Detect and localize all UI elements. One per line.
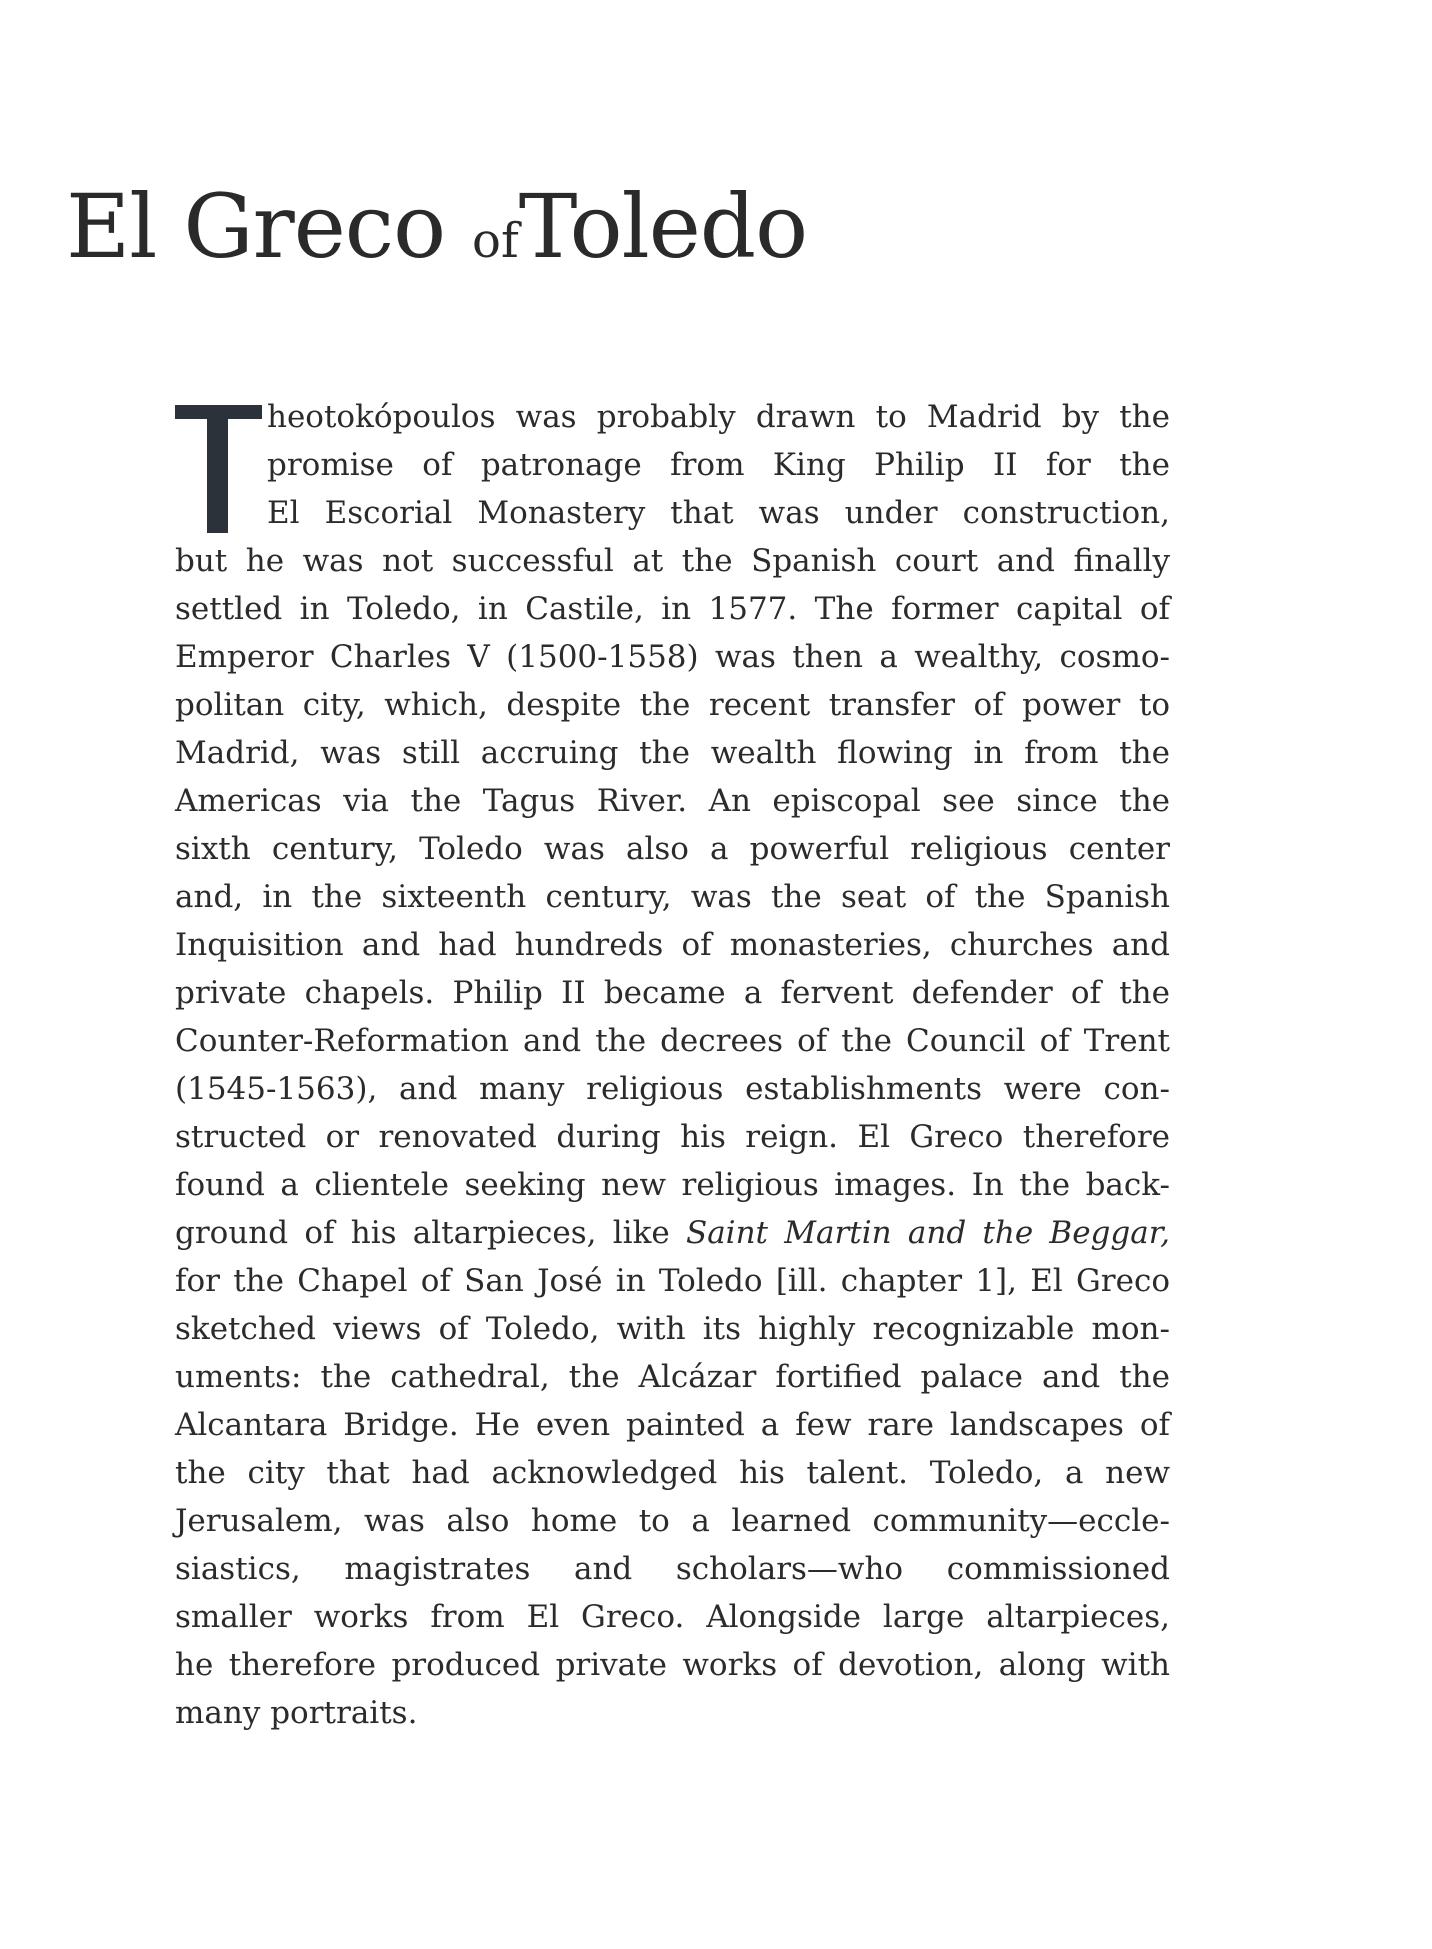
text-line-17: found a clientele seeking new religious images. In the back- — [175, 1167, 1170, 1203]
drop-cap-t — [175, 405, 267, 535]
text-line-1: heotokópoulos was probably drawn to Madrid by the — [267, 399, 1170, 435]
text-line-20: sketched views of Toledo, with its highly recognizable mon- — [175, 1311, 1170, 1347]
text-line-12: Inquisition and had hundreds of monasteries, churches and — [175, 927, 1170, 963]
text-line-16: structed or renovated during his reign. El Greco therefore — [175, 1119, 1170, 1155]
text-line-25: siastics, magistrates and scholars—who commissioned — [175, 1551, 1170, 1587]
text-line-4: but he was not successful at the Spanish court and finally — [175, 543, 1170, 579]
text-line-5: settled in Toledo, in Castile, in 1577. The former capital of — [175, 591, 1170, 627]
text-line-13: private chapels. Philip II became a fervent defender of the — [175, 975, 1170, 1011]
text-line-7: politan city, which, despite the recent transfer of power to — [175, 687, 1170, 723]
title-part-el-greco: El Greco — [66, 175, 446, 278]
drop-cap-stem — [207, 405, 228, 533]
title-part-of: of — [472, 213, 519, 269]
page-title — [66, 175, 808, 278]
text-line-11: and, in the sixteenth century, was the seat of the Spanish — [175, 879, 1170, 915]
text-line-18-start: ground of his altarpieces, like — [175, 1215, 686, 1251]
text-line-3: El Escorial Monastery that was under construction, — [267, 495, 1170, 531]
text-line-26: smaller works from El Greco. Alongside large altarpieces, — [175, 1599, 1170, 1635]
text-line-19: for the Chapel of San José in Toledo [ill. chapter 1], El Greco — [175, 1263, 1170, 1299]
artwork-title-saint-martin: Saint Martin and the Beggar, — [685, 1215, 1170, 1251]
text-line-6: Emperor Charles V (1500-1558) was then a wealthy, cosmo- — [175, 639, 1170, 675]
text-line-21: uments: the cathedral, the Alcázar fortified palace and the — [175, 1359, 1170, 1395]
text-line-8: Madrid, was still accruing the wealth flowing in from the — [175, 735, 1170, 771]
text-line-27: he therefore produced private works of devotion, along with — [175, 1647, 1170, 1683]
text-line-14: Counter-Reformation and the decrees of the Council of Trent — [175, 1023, 1170, 1059]
text-line-10: sixth century, Toledo was also a powerful religious center — [175, 831, 1170, 867]
text-line-23: the city that had acknowledged his talent. Toledo, a new — [175, 1455, 1170, 1491]
text-line-22: Alcantara Bridge. He even painted a few rare landscapes of — [175, 1407, 1170, 1443]
text-line-15: (1545-1563), and many religious establishments were con- — [175, 1071, 1170, 1107]
text-line-9: Americas via the Tagus River. An episcopal see since the — [175, 783, 1170, 819]
text-line-28: many portraits. — [175, 1695, 418, 1731]
text-line-2: promise of patronage from King Philip II for the — [267, 447, 1170, 483]
text-line-18 — [175, 1209, 1170, 1257]
body-paragraph — [175, 393, 1170, 1737]
title-part-toledo: Toledo — [518, 175, 808, 278]
text-line-24: Jerusalem, was also home to a learned community—eccle- — [175, 1503, 1170, 1539]
